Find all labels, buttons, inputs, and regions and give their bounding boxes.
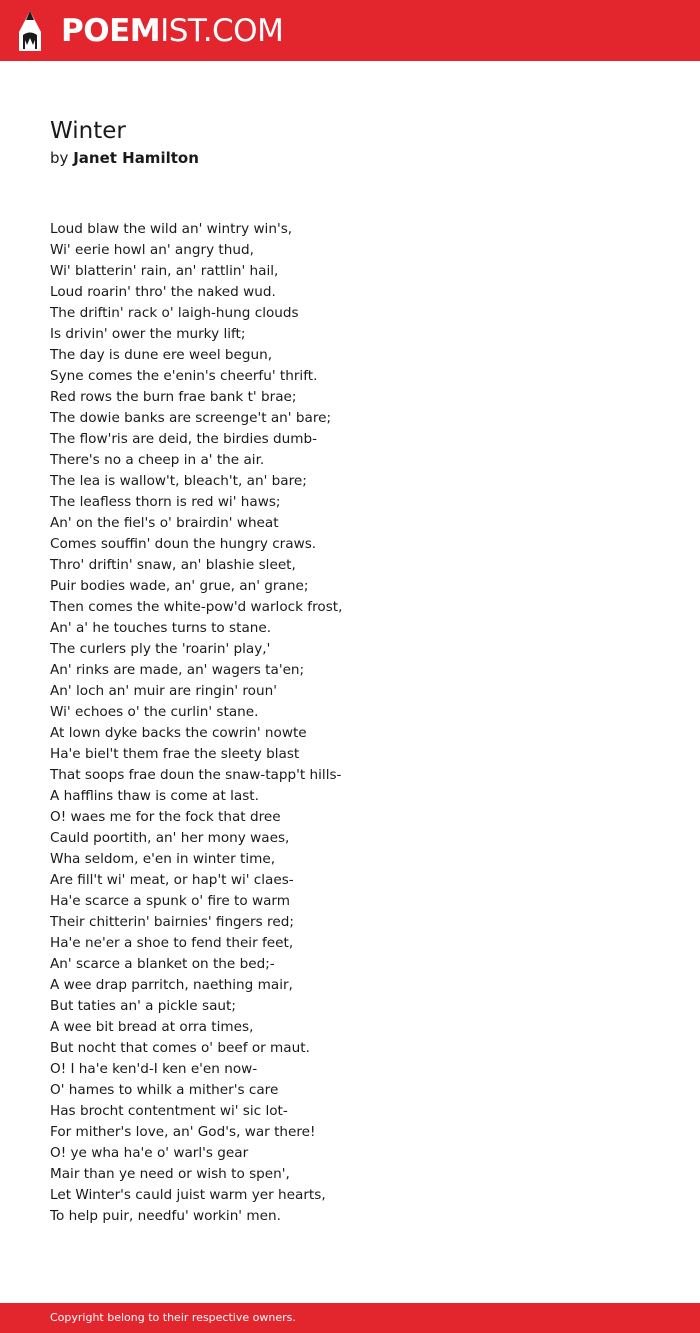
poem-line: There's no a cheep in a' the air. [50,452,265,468]
poem-line: For mither's love, an' God's, war there! [50,1124,316,1140]
poem-line: Loud roarin' thro' the naked wud. [50,284,276,300]
author-name[interactable]: Janet Hamilton [73,149,199,167]
poem-line: Let Winter's cauld juist warm yer hearts, [50,1187,326,1203]
logo-wordmark [61,10,283,52]
poem-line: Is drivin' ower the murky lift; [50,326,246,342]
copyright-text: Copyright belong to their respective owners. [50,1311,296,1324]
poem-line: O' hames to whilk a mither's care [50,1082,279,1098]
poem-line: Ha'e ne'er a shoe to fend their feet, [50,935,294,951]
poem-body [50,219,670,1227]
poem-line: The driftin' rack o' laigh-hung clouds [50,305,299,321]
poem-line: Ha'e scarce a spunk o' fire to warm [50,893,291,909]
poem-line: That soops frae doun the snaw-tapp't hills- [50,767,342,783]
poem-header [50,117,670,168]
poem-line: But taties an' a pickle saut; [50,998,236,1014]
poem-line: Puir bodies wade, an' grue, an' grane; [50,578,309,594]
logo-bold-text: POEM [61,13,161,49]
poem-line: Wi' blatterin' rain, an' rattlin' hail, [50,263,279,279]
poem-line: An' rinks are made, an' wagers ta'en; [50,662,305,678]
poem-line: The curlers ply the 'roarin' play,' [50,641,271,657]
poem-line: An' a' he touches turns to stane. [50,620,272,636]
poem-line: At lown dyke backs the cowrin' nowte [50,725,307,741]
byline-prefix: by [50,149,69,167]
poem-line: Are fill't wi' meat, or hap't wi' claes- [50,872,294,888]
poem-line: O! waes me for the fock that dree [50,809,281,825]
poem-line: Cauld poortith, an' her mony waes, [50,830,290,846]
poem-line: Syne comes the e'enin's cheerfu' thrift. [50,368,318,384]
poem-line: O! I ha'e ken'd-I ken e'en now- [50,1061,258,1077]
site-footer [0,1303,700,1333]
poem-line: Red rows the burn frae bank t' brae; [50,389,297,405]
poem-line: Loud blaw the wild an' wintry win's, [50,221,293,237]
byline [50,148,670,168]
poem-line: But nocht that comes o' beef or maut. [50,1040,310,1056]
poem-line: Thro' driftin' snaw, an' blashie sleet, [50,557,296,573]
pencil-icon [17,10,43,52]
poem-line: Mair than ye need or wish to spen', [50,1166,290,1182]
poem-line: An' loch an' muir are ringin' roun' [50,683,277,699]
poem-line: A hafflins thaw is come at last. [50,788,259,804]
poem-line: Their chitterin' bairnies' fingers red; [50,914,294,930]
poem-line: To help puir, needfu' workin' men. [50,1208,281,1224]
site-logo[interactable] [17,10,283,52]
poem-line: Ha'e biel't them frae the sleety blast [50,746,300,762]
poem-line: An' on the fiel's o' brairdin' wheat [50,515,279,531]
poem-line: Wi' eerie howl an' angry thud, [50,242,254,258]
poem-line: A wee drap parritch, naething mair, [50,977,293,993]
poem-line: Wi' echoes o' the curlin' stane. [50,704,259,720]
site-header [0,0,700,61]
poem-title: Winter [50,118,126,144]
poem-line: Has brocht contentment wi' sic lot- [50,1103,288,1119]
poem-line: A wee bit bread at orra times, [50,1019,254,1035]
poem-line: An' scarce a blanket on the bed;- [50,956,275,972]
poem-line: The dowie banks are screenge't an' bare; [50,410,332,426]
poem-line: O! ye wha ha'e o' warl's gear [50,1145,249,1161]
poem-line: The lea is wallow't, bleach't, an' bare; [50,473,307,489]
poem-line: Then comes the white-pow'd warlock frost, [50,599,343,615]
poem-line: The day is dune ere weel begun, [50,347,273,363]
poem-line: Wha seldom, e'en in winter time, [50,851,276,867]
logo-light-text: IST.COM [160,13,284,49]
poem-line: Comes souffin' doun the hungry craws. [50,536,317,552]
poem-line: The leafless thorn is red wi' haws; [50,494,281,510]
poem-line: The flow'ris are deid, the birdies dumb- [50,431,318,447]
